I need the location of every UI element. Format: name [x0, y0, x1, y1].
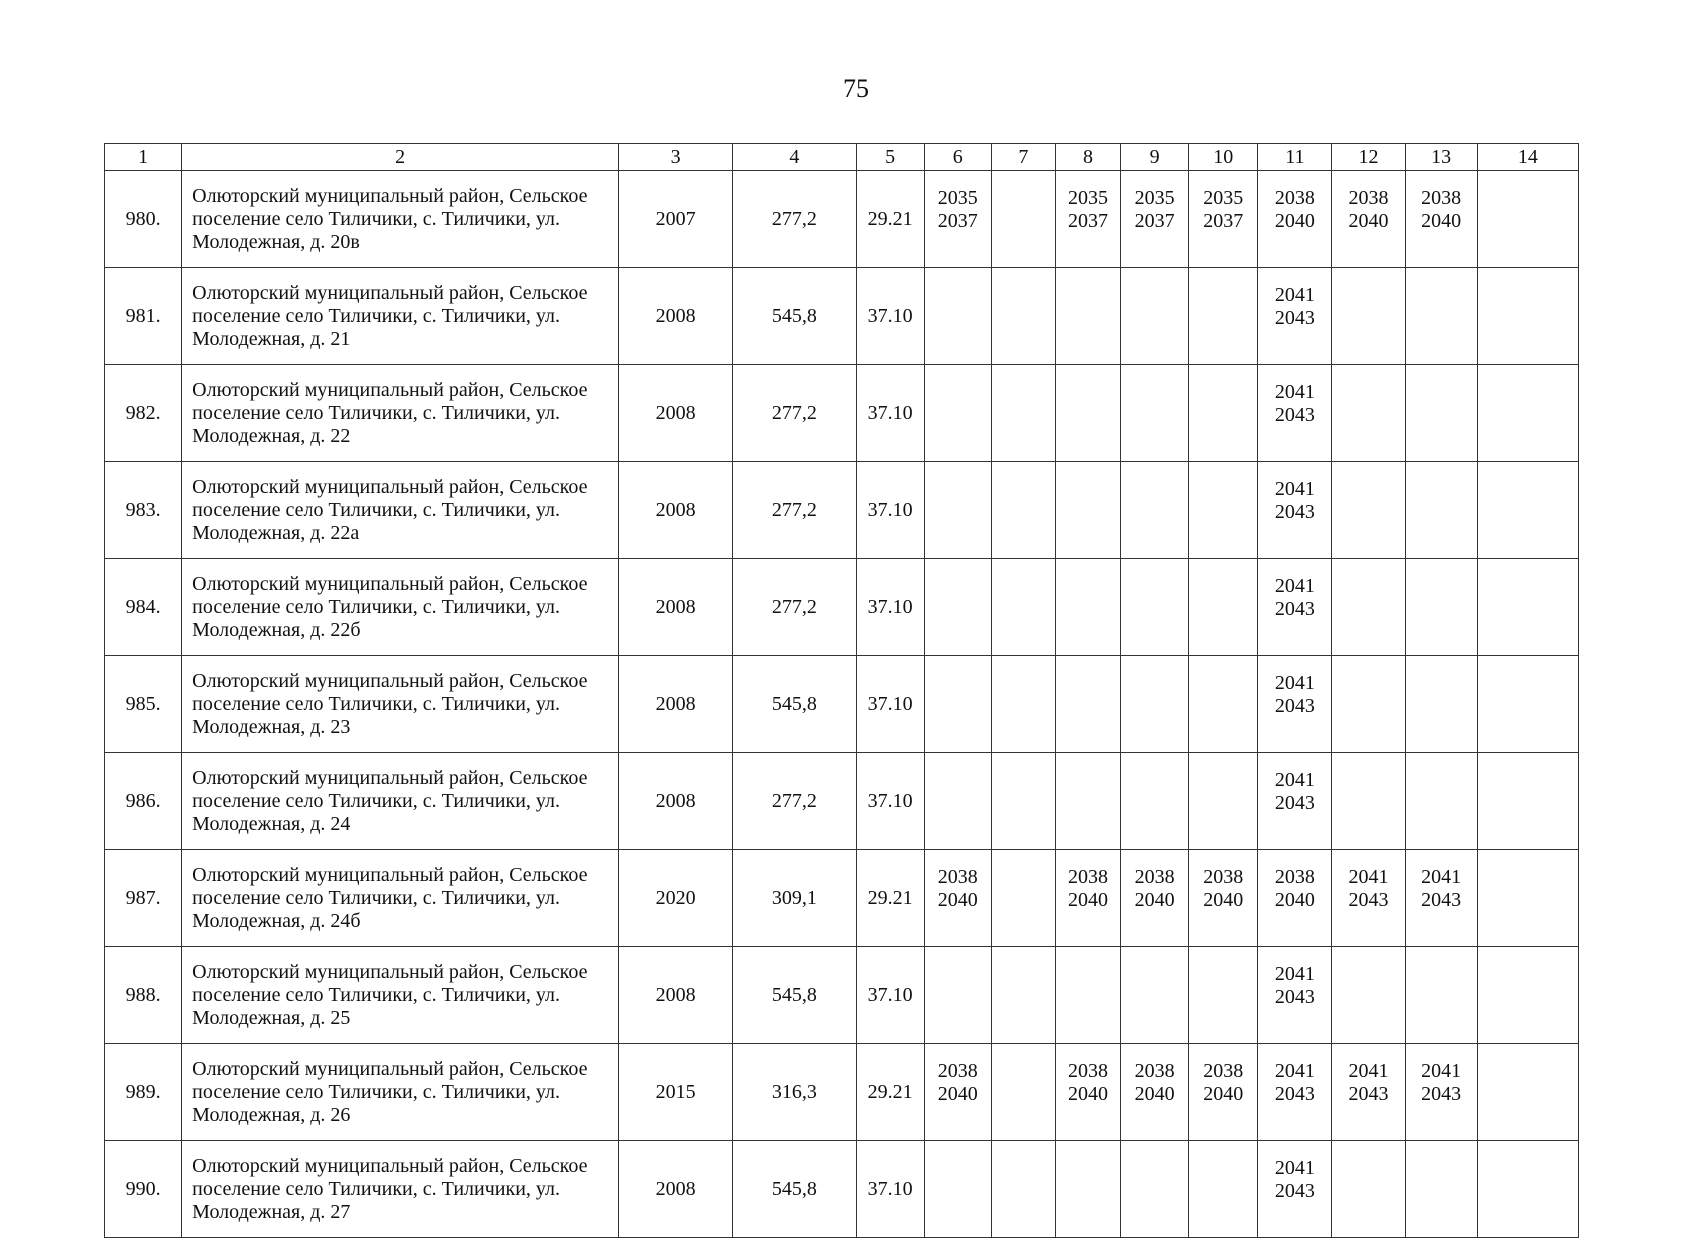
area-cell: 309,1 [733, 850, 856, 947]
row-number-cell: 981. [105, 268, 182, 365]
period-start: 2035 [1134, 187, 1175, 209]
period-start: 2041 [1274, 478, 1315, 500]
housing-schedule-table [104, 143, 1579, 1238]
period-start: 2038 [937, 866, 978, 888]
period-start: 2041 [1274, 284, 1315, 306]
period-cell-c13 [1405, 656, 1477, 753]
address-line: Олюторский муниципальный район, Сельское [192, 766, 588, 789]
column-header: 13 [1405, 144, 1477, 171]
address-line: Олюторский муниципальный район, Сельское [192, 378, 588, 401]
row-number-cell: 989. [105, 1044, 182, 1141]
note-cell [1477, 365, 1578, 462]
address-line: Олюторский муниципальный район, Сельское [192, 475, 588, 498]
period-cell-c8 [1055, 462, 1120, 559]
period-cell-c7 [991, 171, 1055, 268]
table-row [105, 753, 1579, 850]
period-end: 2043 [1348, 889, 1389, 911]
column-header: 3 [619, 144, 733, 171]
note-cell [1477, 268, 1578, 365]
period-cell-c10 [1189, 171, 1258, 268]
address-cell [182, 171, 619, 268]
period-cell-c9 [1121, 947, 1189, 1044]
period-cell-c12 [1332, 1141, 1405, 1238]
address-line: Олюторский муниципальный район, Сельское [192, 669, 588, 692]
period-cell-c11 [1258, 1141, 1332, 1238]
period-start: 2041 [1421, 1060, 1462, 1082]
address-line: Олюторский муниципальный район, Сельское [192, 184, 588, 207]
period-start: 2041 [1274, 381, 1315, 403]
address-cell [182, 1141, 619, 1238]
period-cell-c9 [1121, 171, 1189, 268]
column-header: 1 [105, 144, 182, 171]
address-line: Молодежная, д. 20в [192, 230, 360, 253]
period-cell-c8 [1055, 947, 1120, 1044]
period-cell-c9 [1121, 753, 1189, 850]
address-cell [182, 559, 619, 656]
year-built-cell: 2008 [619, 365, 733, 462]
period-end: 2040 [1067, 889, 1108, 911]
period-cell-c8 [1055, 656, 1120, 753]
period-cell-c10 [1189, 365, 1258, 462]
period-cell-c6 [924, 171, 991, 268]
period-end: 2037 [1134, 210, 1175, 232]
period-cell-c11 [1258, 365, 1332, 462]
table-row [105, 559, 1579, 656]
address-line: поселение село Тиличики, с. Тиличики, ул. [192, 983, 561, 1006]
period-cell-c9 [1121, 268, 1189, 365]
row-number-cell: 985. [105, 656, 182, 753]
table-row [105, 1044, 1579, 1141]
header-row [105, 144, 1579, 171]
period-start: 2038 [1274, 187, 1315, 209]
period-cell-c10 [1189, 850, 1258, 947]
period-end: 2043 [1421, 1083, 1462, 1105]
period-cell-c10 [1189, 268, 1258, 365]
period-cell-c11 [1258, 462, 1332, 559]
period-cell-c12 [1332, 365, 1405, 462]
period-cell-c13 [1405, 559, 1477, 656]
period-start: 2038 [1421, 187, 1462, 209]
period-start: 2041 [1348, 1060, 1389, 1082]
wear-cell: 37.10 [856, 947, 924, 1044]
table-row [105, 268, 1579, 365]
area-cell: 316,3 [733, 1044, 856, 1141]
period-cell-c7 [991, 559, 1055, 656]
address-line: поселение село Тиличики, с. Тиличики, ул. [192, 304, 561, 327]
row-number-cell: 984. [105, 559, 182, 656]
period-cell-c10 [1189, 656, 1258, 753]
period-cell-c12 [1332, 171, 1405, 268]
address-line: Молодежная, д. 25 [192, 1006, 351, 1029]
period-cell-c7 [991, 947, 1055, 1044]
period-start: 2038 [937, 1060, 978, 1082]
period-cell-c11 [1258, 850, 1332, 947]
column-header: 12 [1332, 144, 1405, 171]
period-cell-c7 [991, 753, 1055, 850]
period-end: 2037 [1203, 210, 1244, 232]
row-number-cell: 987. [105, 850, 182, 947]
period-cell-c8 [1055, 850, 1120, 947]
area-cell: 545,8 [733, 656, 856, 753]
row-number-cell: 983. [105, 462, 182, 559]
period-cell-c11 [1258, 1044, 1332, 1141]
period-cell-c9 [1121, 462, 1189, 559]
period-start: 2038 [1067, 1060, 1108, 1082]
area-cell: 277,2 [733, 462, 856, 559]
period-cell-c7 [991, 365, 1055, 462]
period-cell-c8 [1055, 559, 1120, 656]
period-end: 2040 [937, 889, 978, 911]
wear-cell: 37.10 [856, 268, 924, 365]
period-end: 2043 [1274, 404, 1315, 426]
period-end: 2040 [1274, 889, 1315, 911]
period-cell-c10 [1189, 947, 1258, 1044]
period-end: 2043 [1274, 1180, 1315, 1202]
period-cell-c12 [1332, 850, 1405, 947]
area-cell: 277,2 [733, 365, 856, 462]
period-cell-c10 [1189, 559, 1258, 656]
period-end: 2037 [1067, 210, 1108, 232]
period-end: 2040 [1274, 210, 1315, 232]
year-built-cell: 2008 [619, 559, 733, 656]
year-built-cell: 2015 [619, 1044, 733, 1141]
period-cell-c6 [924, 947, 991, 1044]
period-cell-c11 [1258, 559, 1332, 656]
period-cell-c8 [1055, 171, 1120, 268]
column-header: 4 [733, 144, 856, 171]
wear-cell: 29.21 [856, 850, 924, 947]
address-cell [182, 462, 619, 559]
period-end: 2043 [1274, 501, 1315, 523]
period-start: 2035 [1067, 187, 1108, 209]
period-start: 2038 [1203, 1060, 1244, 1082]
area-cell: 277,2 [733, 753, 856, 850]
period-cell-c13 [1405, 1141, 1477, 1238]
wear-cell: 29.21 [856, 171, 924, 268]
table-row [105, 171, 1579, 268]
period-start: 2038 [1348, 187, 1389, 209]
period-cell-c13 [1405, 947, 1477, 1044]
period-start: 2038 [1134, 1060, 1175, 1082]
wear-cell: 37.10 [856, 559, 924, 656]
period-end: 2040 [937, 1083, 978, 1105]
table-row [105, 462, 1579, 559]
area-cell: 545,8 [733, 1141, 856, 1238]
table-row [105, 365, 1579, 462]
year-built-cell: 2020 [619, 850, 733, 947]
period-cell-c7 [991, 850, 1055, 947]
note-cell [1477, 753, 1578, 850]
address-line: Молодежная, д. 22 [192, 424, 351, 447]
address-line: поселение село Тиличики, с. Тиличики, ул. [192, 886, 561, 909]
column-header: 14 [1477, 144, 1578, 171]
area-cell: 545,8 [733, 947, 856, 1044]
period-cell-c6 [924, 559, 991, 656]
table-row [105, 850, 1579, 947]
address-cell [182, 656, 619, 753]
address-line: Олюторский муниципальный район, Сельское [192, 1057, 588, 1080]
period-cell-c8 [1055, 753, 1120, 850]
period-cell-c12 [1332, 656, 1405, 753]
period-start: 2041 [1348, 866, 1389, 888]
address-cell [182, 753, 619, 850]
period-cell-c8 [1055, 268, 1120, 365]
address-line: поселение село Тиличики, с. Тиличики, ул. [192, 498, 561, 521]
period-end: 2043 [1274, 695, 1315, 717]
address-cell [182, 850, 619, 947]
row-number-cell: 988. [105, 947, 182, 1044]
address-line: поселение село Тиличики, с. Тиличики, ул. [192, 1177, 561, 1200]
period-cell-c6 [924, 850, 991, 947]
address-line: Олюторский муниципальный район, Сельское [192, 960, 588, 983]
address-line: Олюторский муниципальный район, Сельское [192, 572, 588, 595]
period-end: 2040 [1203, 1083, 1244, 1105]
address-line: Молодежная, д. 27 [192, 1200, 351, 1223]
period-cell-c13 [1405, 268, 1477, 365]
page-number: 75 [843, 74, 869, 103]
period-cell-c13 [1405, 171, 1477, 268]
period-cell-c6 [924, 656, 991, 753]
note-cell [1477, 1044, 1578, 1141]
period-cell-c6 [924, 1044, 991, 1141]
note-cell [1477, 462, 1578, 559]
period-cell-c11 [1258, 753, 1332, 850]
area-cell: 277,2 [733, 559, 856, 656]
period-end: 2043 [1274, 307, 1315, 329]
period-cell-c11 [1258, 268, 1332, 365]
table-row [105, 1141, 1579, 1238]
period-cell-c12 [1332, 462, 1405, 559]
period-start: 2041 [1274, 769, 1315, 791]
period-cell-c12 [1332, 1044, 1405, 1141]
column-header: 7 [991, 144, 1055, 171]
period-cell-c6 [924, 1141, 991, 1238]
period-end: 2040 [1421, 210, 1462, 232]
column-header: 9 [1121, 144, 1189, 171]
address-line: поселение село Тиличики, с. Тиличики, ул. [192, 401, 561, 424]
area-cell: 277,2 [733, 171, 856, 268]
period-cell-c7 [991, 268, 1055, 365]
wear-cell: 29.21 [856, 1044, 924, 1141]
column-header: 6 [924, 144, 991, 171]
address-cell [182, 365, 619, 462]
period-cell-c6 [924, 365, 991, 462]
address-line: поселение село Тиличики, с. Тиличики, ул. [192, 692, 561, 715]
column-header: 5 [856, 144, 924, 171]
period-cell-c9 [1121, 559, 1189, 656]
wear-cell: 37.10 [856, 462, 924, 559]
address-line: Молодежная, д. 22б [192, 618, 361, 641]
table-row [105, 947, 1579, 1044]
period-end: 2043 [1274, 1083, 1315, 1105]
period-start: 2038 [1274, 866, 1315, 888]
period-cell-c7 [991, 1141, 1055, 1238]
address-line: Олюторский муниципальный район, Сельское [192, 1154, 588, 1177]
address-line: поселение село Тиличики, с. Тиличики, ул. [192, 1080, 561, 1103]
address-line: Молодежная, д. 22а [192, 521, 360, 544]
row-number-cell: 982. [105, 365, 182, 462]
address-line: Олюторский муниципальный район, Сельское [192, 863, 588, 886]
address-line: Молодежная, д. 24 [192, 812, 351, 835]
period-start: 2035 [1203, 187, 1244, 209]
address-cell [182, 1044, 619, 1141]
period-start: 2041 [1421, 866, 1462, 888]
year-built-cell: 2008 [619, 268, 733, 365]
period-end: 2043 [1421, 889, 1462, 911]
period-cell-c11 [1258, 947, 1332, 1044]
period-cell-c13 [1405, 850, 1477, 947]
year-built-cell: 2008 [619, 462, 733, 559]
period-cell-c13 [1405, 462, 1477, 559]
period-cell-c11 [1258, 656, 1332, 753]
column-header: 11 [1258, 144, 1332, 171]
wear-cell: 37.10 [856, 753, 924, 850]
period-cell-c9 [1121, 365, 1189, 462]
column-header: 8 [1055, 144, 1120, 171]
row-number-cell: 990. [105, 1141, 182, 1238]
period-cell-c9 [1121, 656, 1189, 753]
period-start: 2035 [937, 187, 978, 209]
period-cell-c8 [1055, 365, 1120, 462]
period-end: 2040 [1203, 889, 1244, 911]
year-built-cell: 2008 [619, 947, 733, 1044]
period-end: 2043 [1274, 598, 1315, 620]
period-cell-c13 [1405, 1044, 1477, 1141]
column-header: 2 [182, 144, 619, 171]
period-cell-c12 [1332, 753, 1405, 850]
period-cell-c10 [1189, 1141, 1258, 1238]
table-row [105, 656, 1579, 753]
period-start: 2041 [1274, 575, 1315, 597]
address-line: Олюторский муниципальный район, Сельское [192, 281, 588, 304]
period-start: 2041 [1274, 963, 1315, 985]
year-built-cell: 2008 [619, 1141, 733, 1238]
column-header: 10 [1189, 144, 1258, 171]
address-cell [182, 268, 619, 365]
period-cell-c12 [1332, 268, 1405, 365]
period-cell-c10 [1189, 1044, 1258, 1141]
year-built-cell: 2008 [619, 753, 733, 850]
period-end: 2037 [937, 210, 978, 232]
address-line: Молодежная, д. 26 [192, 1103, 351, 1126]
year-built-cell: 2007 [619, 171, 733, 268]
note-cell [1477, 656, 1578, 753]
note-cell [1477, 1141, 1578, 1238]
wear-cell: 37.10 [856, 365, 924, 462]
note-cell [1477, 559, 1578, 656]
note-cell [1477, 850, 1578, 947]
address-line: поселение село Тиличики, с. Тиличики, ул. [192, 789, 561, 812]
period-cell-c11 [1258, 171, 1332, 268]
period-start: 2038 [1203, 866, 1244, 888]
note-cell [1477, 171, 1578, 268]
period-cell-c13 [1405, 753, 1477, 850]
period-cell-c7 [991, 656, 1055, 753]
wear-cell: 37.10 [856, 1141, 924, 1238]
period-cell-c12 [1332, 947, 1405, 1044]
period-cell-c10 [1189, 753, 1258, 850]
period-cell-c9 [1121, 1044, 1189, 1141]
address-line: Молодежная, д. 24б [192, 909, 361, 932]
period-cell-c8 [1055, 1044, 1120, 1141]
period-end: 2043 [1274, 986, 1315, 1008]
period-cell-c12 [1332, 559, 1405, 656]
address-cell [182, 947, 619, 1044]
address-line: поселение село Тиличики, с. Тиличики, ул. [192, 207, 561, 230]
row-number-cell: 986. [105, 753, 182, 850]
period-end: 2040 [1067, 1083, 1108, 1105]
address-line: Молодежная, д. 23 [192, 715, 351, 738]
period-end: 2040 [1134, 889, 1175, 911]
period-cell-c9 [1121, 1141, 1189, 1238]
period-end: 2040 [1348, 210, 1389, 232]
period-cell-c6 [924, 462, 991, 559]
period-end: 2043 [1348, 1083, 1389, 1105]
note-cell [1477, 947, 1578, 1044]
area-cell: 545,8 [733, 268, 856, 365]
period-start: 2041 [1274, 1060, 1315, 1082]
year-built-cell: 2008 [619, 656, 733, 753]
row-number-cell: 980. [105, 171, 182, 268]
period-cell-c9 [1121, 850, 1189, 947]
address-line: поселение село Тиличики, с. Тиличики, ул. [192, 595, 561, 618]
period-cell-c10 [1189, 462, 1258, 559]
period-cell-c13 [1405, 365, 1477, 462]
period-end: 2040 [1134, 1083, 1175, 1105]
period-cell-c6 [924, 268, 991, 365]
period-cell-c7 [991, 462, 1055, 559]
period-start: 2041 [1274, 1157, 1315, 1179]
period-end: 2043 [1274, 792, 1315, 814]
address-line: Молодежная, д. 21 [192, 327, 351, 350]
period-cell-c7 [991, 1044, 1055, 1141]
period-start: 2041 [1274, 672, 1315, 694]
period-cell-c8 [1055, 1141, 1120, 1238]
period-cell-c6 [924, 753, 991, 850]
period-start: 2038 [1067, 866, 1108, 888]
wear-cell: 37.10 [856, 656, 924, 753]
period-start: 2038 [1134, 866, 1175, 888]
table-body [105, 171, 1579, 1238]
